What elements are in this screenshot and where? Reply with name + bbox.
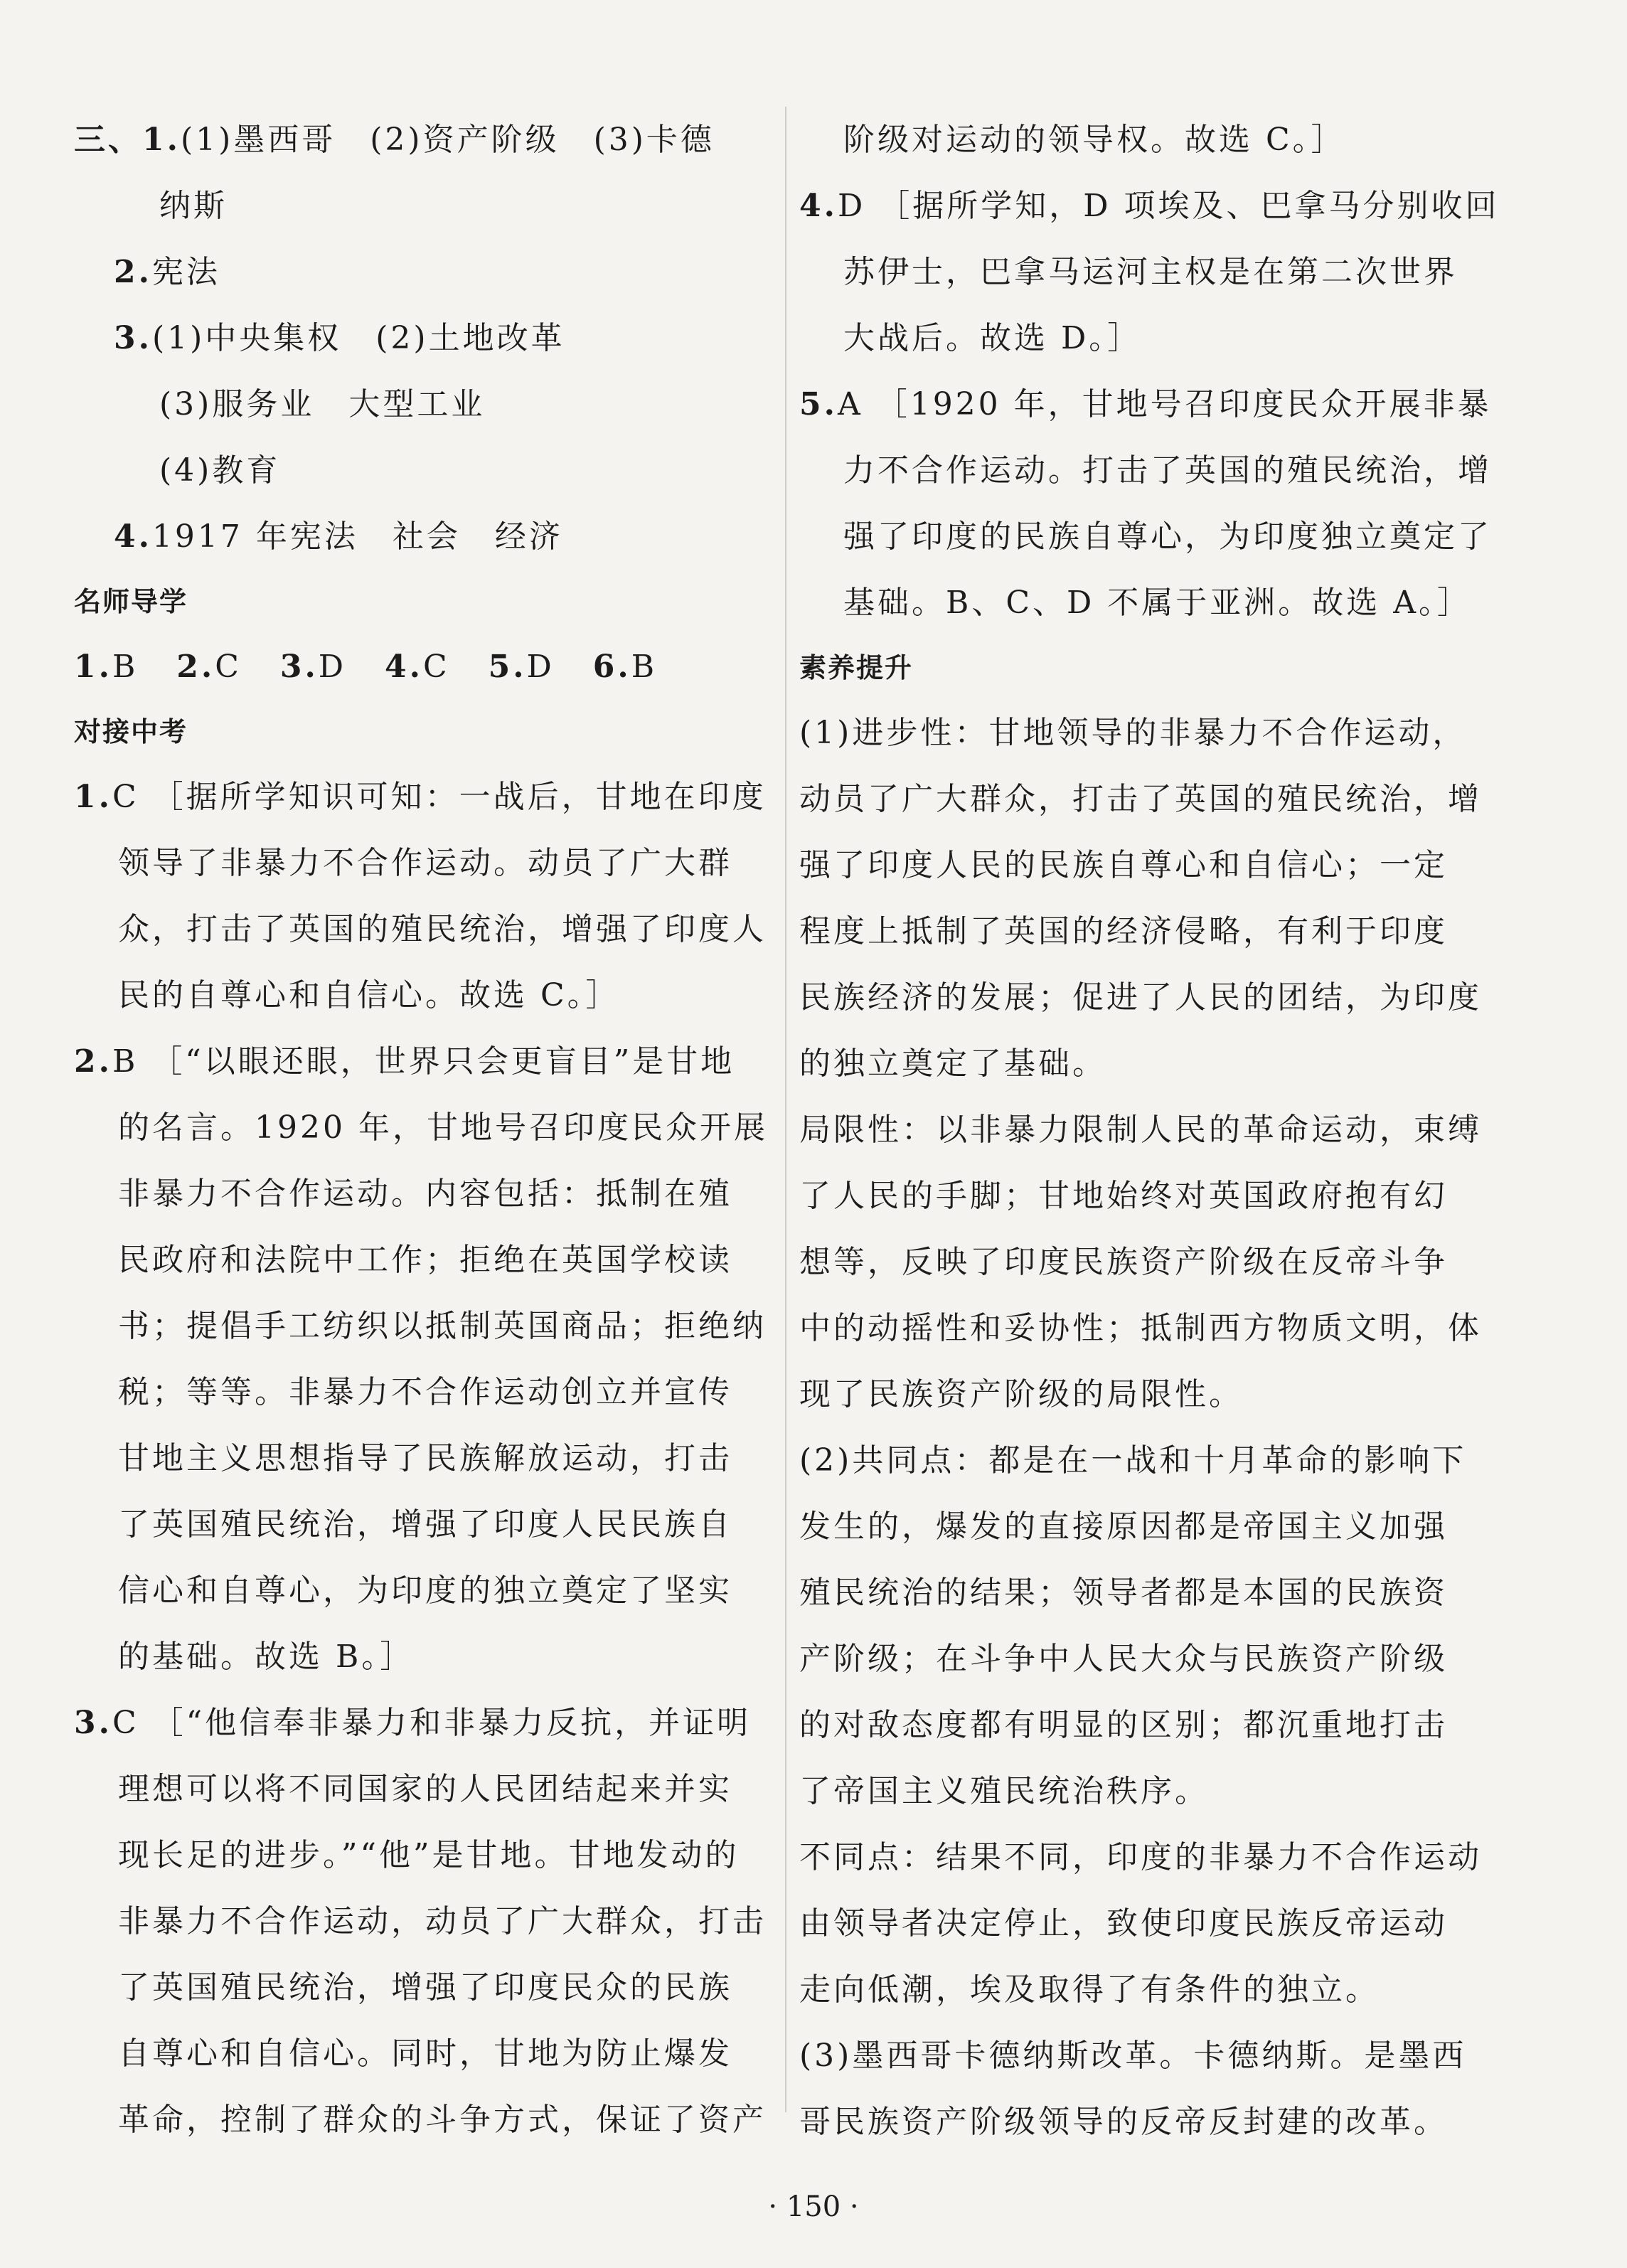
q2-line: 信心和自尊心，为印度的独立奠定了坚实 <box>118 1572 732 1609</box>
q3-line: 现长足的进步。”“他”是甘地。甘地发动的 <box>118 1837 740 1873</box>
para2-line: 局限性：以非暴力限制人民的革命运动，束缚 <box>799 1112 1482 1148</box>
left-column <box>74 107 768 2153</box>
q2-line: 税；等等。非暴力不合作运动创立并宣传 <box>118 1374 732 1410</box>
q2-line: 的名言。1920 年，甘地号召印度民众开展 <box>118 1109 768 1146</box>
q4-line: 苏伊士，巴拿马运河主权是在第二次世界 <box>843 254 1458 290</box>
column-divider <box>785 107 786 2112</box>
s3-item-3-sub3: (4)教育 <box>159 452 281 489</box>
q5-line: 力不合作运动。打击了英国的殖民统治，增 <box>843 452 1492 489</box>
q3-line: 了英国殖民统治，增强了印度民众的民族 <box>118 1969 732 2006</box>
s3-item-2: 2.宪法 <box>114 254 220 290</box>
q2-line: 2.B ［“以眼还眼，世界只会更盲目”是甘地 <box>74 1043 735 1080</box>
q5-line: 强了印度的民族自尊心，为印度独立奠定了 <box>843 518 1492 555</box>
s3-item-3-sub2: (3)服务业 大型工业 <box>159 386 486 422</box>
para1-line: 民族经济的发展；促进了人民的团结，为印度 <box>799 979 1482 1016</box>
q4-line: 大战后。故选 D。］ <box>843 320 1142 356</box>
q2-line: 书；提倡手工纺织以抵制英国商品；拒绝纳 <box>118 1308 767 1344</box>
para3-line: 殖民统治的结果；领导者都是本国的民族资 <box>799 1575 1448 1611</box>
heading-duijie: 对接中考 <box>74 716 188 747</box>
q4-line: 4.D ［据所学知，D 项埃及、巴拿马分别收回 <box>799 188 1500 224</box>
answer-row: 1.B 2.C 3.D 4.C 5.D 6.B <box>74 649 658 685</box>
q3-line: 非暴力不合作运动，动员了广大群众，打击 <box>118 1903 767 1939</box>
q2-line: 的基础。故选 B。］ <box>118 1639 415 1675</box>
para2-line: 现了民族资产阶级的局限性。 <box>799 1376 1243 1412</box>
q2-line: 民政府和法院中工作；拒绝在英国学校读 <box>118 1242 732 1278</box>
s3-item-3: 3.(1)中央集权 (2)土地改革 <box>114 320 565 356</box>
para3-line: 产阶级；在斗争中人民大众与民族资产阶级 <box>799 1641 1448 1677</box>
para5-line: (3)墨西哥卡德纳斯改革。卡德纳斯。是墨西 <box>799 2038 1467 2074</box>
q1-line: 众，打击了英国的殖民统治，增强了印度人 <box>118 911 767 947</box>
q3-line: 自尊心和自信心。同时，甘地为防止爆发 <box>118 2035 732 2072</box>
heading-mingshi: 名师导学 <box>74 586 188 617</box>
s3-item-1-cont: 纳斯 <box>159 188 228 224</box>
q3-line: 革命，控制了群众的斗争方式，保证了资产 <box>118 2102 767 2138</box>
q5-line: 5.A ［1920 年，甘地号召印度民众开展非暴 <box>799 386 1492 422</box>
q1-line: 1.C ［据所学知识可知：一战后，甘地在印度 <box>74 779 767 815</box>
q2-line: 甘地主义思想指导了民族解放运动，打击 <box>118 1440 732 1476</box>
para1-line: (1)进步性：甘地领导的非暴力不合作运动， <box>799 715 1467 751</box>
para3-line: 了帝国主义殖民统治秩序。 <box>799 1773 1209 1809</box>
q2-line: 非暴力不合作运动。内容包括：抵制在殖 <box>118 1176 732 1212</box>
para4-line: 不同点：结果不同，印度的非暴力不合作运动 <box>799 1839 1482 1875</box>
s3-item-4: 4.1917 年宪法 社会 经济 <box>114 518 563 555</box>
para2-line: 中的动摇性和妥协性；抵制西方物质文明，体 <box>799 1310 1482 1346</box>
para1-line: 的独立奠定了基础。 <box>799 1045 1106 1082</box>
para4-line: 走向低潮，埃及取得了有条件的独立。 <box>799 1971 1380 2008</box>
q2-line: 了英国殖民统治，增强了印度人民民族自 <box>118 1506 732 1543</box>
q3-line: 3.C ［“他信奉非暴力和非暴力反抗，并证明 <box>74 1705 752 1741</box>
para5-line: 哥民族资产阶级领导的反帝反封建的改革。 <box>799 2104 1448 2140</box>
para1-line: 动员了广大群众，打击了英国的殖民统治，增 <box>799 781 1482 817</box>
q1-line: 民的自尊心和自信心。故选 C。］ <box>118 977 620 1013</box>
para3-line: 的对敌态度都有明显的区别；都沉重地打击 <box>799 1707 1448 1743</box>
q3-continuation: 阶级对运动的领导权。故选 C。］ <box>843 122 1345 158</box>
s3-item-1: 三、1.(1)墨西哥 (2)资产阶级 (3)卡德 <box>74 122 715 158</box>
para3-line: (2)共同点：都是在一战和十月革命的影响下 <box>799 1442 1467 1479</box>
right-column <box>799 107 1500 2155</box>
para1-line: 程度上抵制了英国的经济侵略，有利于印度 <box>799 913 1448 949</box>
para2-line: 了人民的手脚；甘地始终对英国政府抱有幻 <box>799 1178 1448 1214</box>
q1-line: 领导了非暴力不合作运动。动员了广大群 <box>118 845 732 881</box>
para4-line: 由领导者决定停止，致使印度民族反帝运动 <box>799 1905 1448 1942</box>
para1-line: 强了印度人民的民族自尊心和自信心；一定 <box>799 847 1448 883</box>
q3-line: 理想可以将不同国家的人民团结起来并实 <box>118 1771 732 1807</box>
para3-line: 发生的，爆发的直接原因都是帝国主义加强 <box>799 1508 1448 1545</box>
q5-line: 基础。B、C、D 不属于亚洲。故选 A。］ <box>843 585 1472 621</box>
heading-suyang: 素养提升 <box>799 652 914 683</box>
page-number: · 150 · <box>768 2190 859 2223</box>
para2-line: 想等，反映了印度民族资产阶级在反帝斗争 <box>799 1244 1448 1280</box>
